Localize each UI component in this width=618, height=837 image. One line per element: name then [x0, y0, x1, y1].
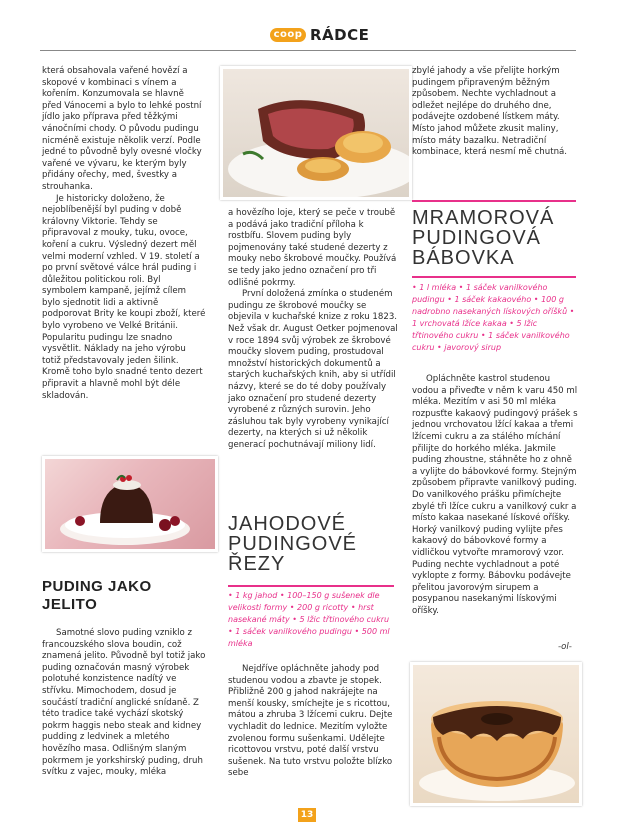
- christmas-pudding-photo: [42, 456, 218, 552]
- paragraph: První doložená zmínka o studeném pudingu ze škrobové moučky se objevila v kuchařské knize z roku 1823. Než však dr. August Oetker pojmenoval v roce 1894 svůj výrobek ze škrobové moučky slovem puding, prostudoval množství historických dokumentů a starých kuchařských knih, aby si utřídil názvy, které se do té doby používaly jako označení pro studené dezerty vyrobené z různých surovin. Jeho zásluhou tak byly vyrobeny vynikající dezerty, na kterých si už několik generací pochutnávají miliony lidí.: [228, 289, 398, 450]
- roast-beef-photo: [220, 66, 412, 200]
- recipe-1-method: [228, 664, 398, 780]
- page-number: 13: [298, 808, 316, 822]
- paragraph: zbylé jahody a vše přelijte horkým pudingem připraveným běžným způsobem. Nechte vychladnout a odležet nejlépe do druhého dne, podávejte ozdobené lístkem máty. Místo jahod můžete zkusit maliny, místo máty bazalku. Netradiční kombinace, která nesmí mě chutná.: [412, 66, 568, 158]
- header-divider: [40, 50, 576, 51]
- section-title: RÁDCE: [310, 26, 370, 44]
- bundt-illustration: [413, 665, 579, 803]
- paragraph: Samotné slovo puding vzniklo z francouzského slova boudin, což znamená jelito. Původně byl totiž jako puding označován masný výrobek polotuhé konzistence nadítý ve střívku. Mimochodem, dosud je součástí tradiční anglické snídaně. Z této tradice také vychází skotský pokrm haggis nebo steak and kidney pudding z ledvinek a mletého hovězího masa. Odlišným slaným pokrmem je yorkshirský puding, druh svítku z vajec, mouky, mléka: [42, 628, 206, 778]
- paragraph: Opláchněte kastrol studenou vodou a přiveďte v něm k varu 450 ml mléka. Mezitím v asi 50 ml mléka rozpusťte kakaový pudingový prášek s jednou vrchovatou lžící kakaa a třemi lžícemi cukru a za stálého míchání přilijte do horkého mléka. Jakmile puding zhoustne, stáhněte ho z ohně a vylijte do bábovkové formy. Stejným způsobem připravte vanilkový puding. Do vanilkového prášku přimíchejte zbylé tři lžíce cukru a vanilkový cukr a místo kakaa nasekané lískové oříšky. Horký vanilkový puding vylijte přes kakaový do bábovkové formy a vidličkou vytvořte mramorový vzor. Puding nechte vychladnout a poté vyklopte z formy. Bábovku podávejte přelitou javorovým sirupem a posypanou nasekanými lískovými oříšky.: [412, 374, 578, 616]
- section-heading: PUDING JAKO JELITO: [42, 578, 152, 613]
- recipe-2-ingredients: • 1 l mléka • 1 sáček vanilkového pudingu • 1 sáček kakaového • 100 g nadrobno nasekaných lískových oříšků • 1 vrchovatá lžíce kakaa • 5 lžic třtinového cukru • 1 sáček vanilkového cukru • javorový sirup: [412, 283, 575, 352]
- section-1-text: [42, 628, 206, 779]
- paragraph: která obsahovala vařené hovězí a skopové v kombinaci s vínem a kořením. Konzumovala se hlavně před Vánocemi a bylo to lehké postní jídlo jako příprava před těžkými vánočními chody. O původu pudingu nicméně existuje několik verzí. Podle jedné to původně byly ovesné vločky vařené ve vývaru, ke kterým byly přidány ořechy, med, švestky a strouhanka.: [42, 66, 202, 192]
- recipe-2-title: MRAMOROVÁ PUDINGOVÁ BÁBOVKA: [412, 207, 555, 269]
- column-1-text: [42, 66, 206, 402]
- pudding-illustration: [45, 459, 215, 549]
- recipe-2-method: [412, 374, 578, 617]
- page-header: [0, 22, 618, 48]
- recipe-1-title: JAHODOVÉ PUDINGOVÉ ŘEZY: [228, 513, 358, 575]
- column-2-text: [228, 208, 398, 451]
- roast-illustration: [223, 69, 409, 197]
- author-signature: -ol-: [558, 642, 572, 652]
- recipe-2-top-divider: [412, 200, 576, 202]
- bundt-cake-photo: [410, 662, 582, 806]
- paragraph: a hovězího loje, který se peče v troubě a podává jako tradiční příloha k rostbífu. Slovem puding byly pojmenovány také studené dezerty z mouky nebo škrobové moučky. Používá se tedy jako jedno označení pro tři odlišné pokrmy.: [228, 208, 397, 288]
- paragraph: Nejdříve opláchněte jahody pod studenou vodou a zbavte je stopek. Přibližně 200 g jahod nakrájejte na menší kousky, smíchejte je s ricottou, mátou a zhruba 3 lžícemi cukru. Dejte vychladit do lednice. Mezitím vyložte zvolenou formu sušenkami. Udělejte ricottovou vrstvu, poté další vrstvu sušenek. Na tuto vrstvu položte blízko sebe: [228, 664, 393, 779]
- column-3-text: [412, 66, 576, 159]
- paragraph: Je historicky doloženo, že nejoblíbenější byl puding v době královny Viktorie. Tehdy se připravoval z mouky, tuku, ovoce, koření a cukru. Výsledný dezert měl velmi moderní vzhled. V 19. století a po první světové válce hrál puding i důležitou politickou roli. Byl symbolem kampaně, jejímž cílem bylo sjednotit lidi a aktivně podporovat Brity ke koupi zboží, které bylo vyrobeno ve Velké Británii. Popularitu pudingu lze snadno vysvětlit. Náklady na jeho výrobu totiž představovaly jeden šilink. Kromě toho bylo snadné tento dezert připravit a hlavně mohl být déle skladován.: [42, 193, 206, 401]
- coop-logo: coop: [270, 28, 306, 42]
- recipe-1-ingredients: • 1 kg jahod • 100–150 g sušenek dle velikosti formy • 200 g ricotty • hrst nasekané máty • 5 lžic třtinového cukru • 1 sáček vanilkového pudingu • 500 ml mléka: [228, 591, 390, 648]
- recipe-2-divider: [412, 276, 576, 278]
- recipe-1-divider: [228, 585, 394, 587]
